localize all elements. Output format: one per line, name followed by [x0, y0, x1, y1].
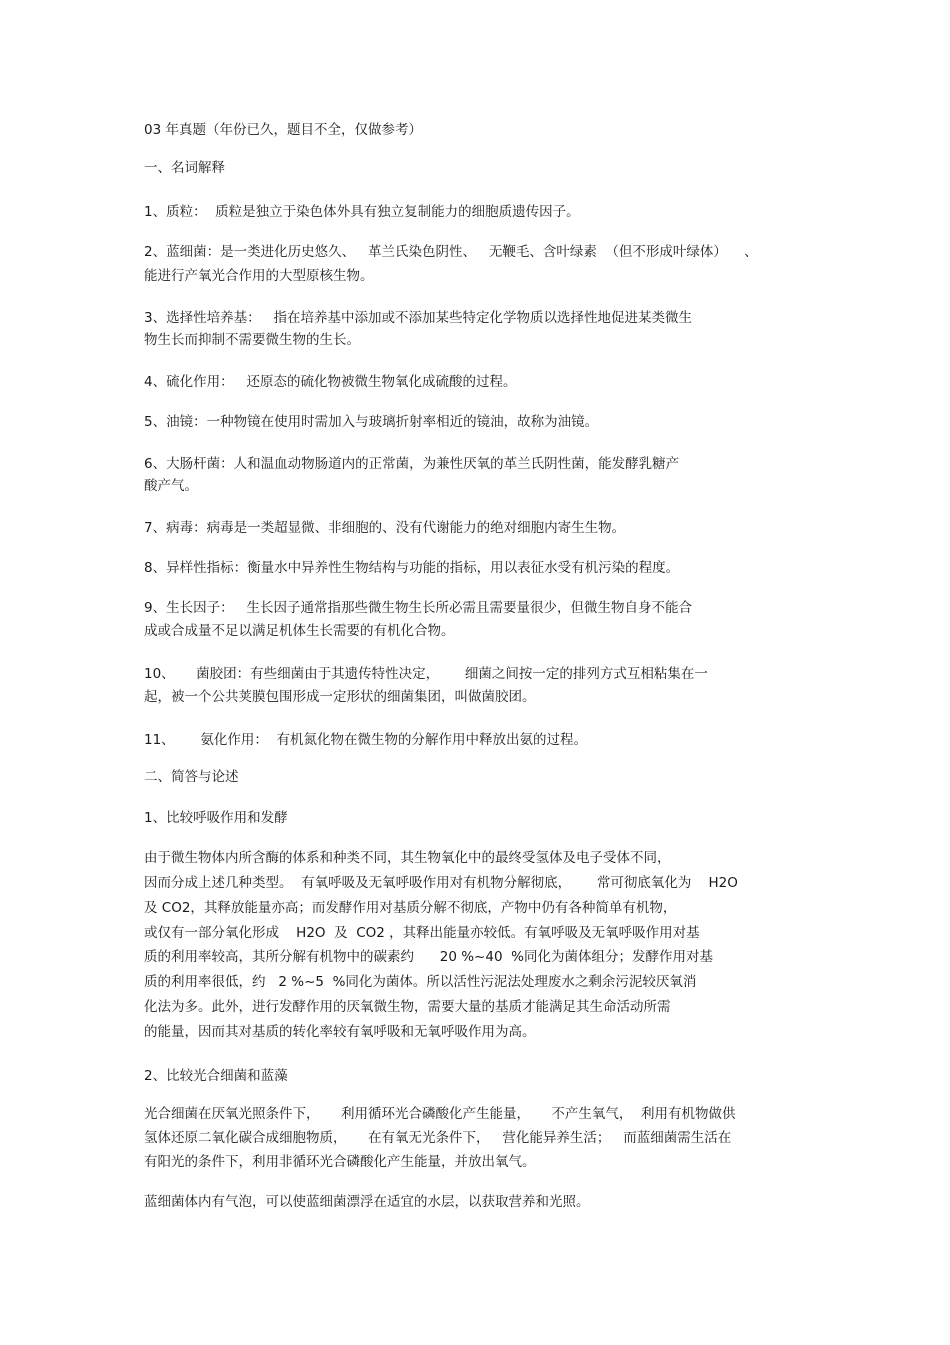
question-1-heading: 1、比较呼吸作用和发酵 — [144, 810, 288, 826]
definition-2-line-1: 2、蓝细菌：是一类进化历史悠久、 革兰氏染色阴性、 无鞭毛、含叶绿素 （但不形成叶绿体） 、 — [144, 244, 758, 260]
definition-9-line-2: 成或合成量不足以满足机体生长需要的有机化合物。 — [144, 623, 455, 639]
question-2-line-1: 光合细菌在厌氧光照条件下， 利用循环光合磷酸化产生能量， 不产生氧气， 利用有机物做供 — [144, 1106, 736, 1122]
definition-7-line-1: 7、病毒：病毒是一类超显微、非细胞的、没有代谢能力的绝对细胞内寄生生物。 — [144, 520, 626, 536]
definition-10-line-2: 起，被一个公共荚膜包围形成一定形状的细菌集团，叫做菌胶团。 — [144, 689, 536, 705]
definition-6-line-2: 酸产气。 — [144, 478, 198, 494]
definition-1-line-1: 1、质粒： 质粒是独立于染色体外具有独立复制能力的细胞质遗传因子。 — [144, 204, 580, 220]
section-heading-questions: 二、简答与论述 — [144, 769, 239, 785]
definition-9-line-1: 9、生长因子： 生长因子通常指那些微生物生长所必需且需要量很少，但微生物自身不能合 — [144, 600, 692, 616]
question-1-line-8: 的能量，因而其对基质的转化率较有氧呼吸和无氧呼吸作用为高。 — [144, 1024, 536, 1040]
definition-4-line-1: 4、硫化作用： 还原态的硫化物被微生物氧化成硫酸的过程。 — [144, 374, 517, 390]
definition-3-line-2: 物生长而抑制不需要微生物的生长。 — [144, 332, 360, 348]
question-1-line-2: 因而分成上述几种类型。 有氧呼吸及无氧呼吸作用对有机物分解彻底， 常可彻底氧化为 H2O — [144, 875, 738, 891]
definition-8-line-1: 8、异样性指标：衡量水中异养性生物结构与功能的指标，用以表征水受有机污染的程度。 — [144, 560, 680, 576]
question-2-line-2: 氢体还原二氧化碳合成细胞物质， 在有氧无光条件下， 营化能异养生活； 而蓝细菌需生活在 — [144, 1130, 732, 1146]
definition-5-line-1: 5、油镜：一种物镜在使用时需加入与玻璃折射率相近的镜油，故称为油镜。 — [144, 414, 599, 430]
question-1-line-3: 及 CO2，其释放能量亦高；而发酵作用对基质分解不彻底，产物中仍有各种简单有机物， — [144, 900, 677, 916]
definition-3-line-1: 3、选择性培养基： 指在培养基中添加或不添加某些特定化学物质以选择性地促进某类微生 — [144, 310, 692, 326]
question-2-line-3: 有阳光的条件下，利用非循环光合磷酸化产生能量，并放出氧气。 — [144, 1154, 536, 1170]
question-1-line-4: 或仅有一部分氧化形成 H2O 及 CO2 ，其释出能量亦较低。有氧呼吸及无氧呼吸作用对基 — [144, 925, 700, 941]
question-1-line-6: 质的利用率很低，约 2 %~5 %同化为菌体。所以活性污泥法处理废水之剩余污泥较厌氧消 — [144, 974, 697, 990]
definition-2-line-2: 能进行产氧光合作用的大型原核生物。 — [144, 268, 374, 284]
question-1-line-5: 质的利用率较高，其所分解有机物中的碳素约 20 %~40 %同化为菌体组分；发酵作用对基 — [144, 949, 713, 965]
definition-11-line-1: 11、 氨化作用： 有机氮化物在微生物的分解作用中释放出氨的过程。 — [144, 732, 588, 748]
definition-10-line-1: 10、 菌胶团：有些细菌由于其遗传特性决定， 细菌之间按一定的排列方式互相粘集在一 — [144, 666, 708, 682]
definition-6-line-1: 6、大肠杆菌：人和温血动物肠道内的正常菌，为兼性厌氧的革兰氏阴性菌，能发酵乳糖产 — [144, 456, 680, 472]
section-heading-definitions: 一、名词解释 — [144, 160, 225, 176]
question-1-line-1: 由于微生物体内所含酶的体系和种类不同，其生物氧化中的最终受氢体及电子受体不同， — [144, 850, 671, 866]
document-title: 03 年真题（年份已久，题目不全，仅做参考） — [144, 122, 422, 138]
question-1-line-7: 化法为多。此外，进行发酵作用的厌氧微生物，需要大量的基质才能满足其生命活动所需 — [144, 999, 671, 1015]
question-2-heading: 2、比较光合细菌和蓝藻 — [144, 1068, 288, 1084]
question-2-paragraph-2: 蓝细菌体内有气泡，可以使蓝细菌漂浮在适宜的水层，以获取营养和光照。 — [144, 1194, 590, 1210]
